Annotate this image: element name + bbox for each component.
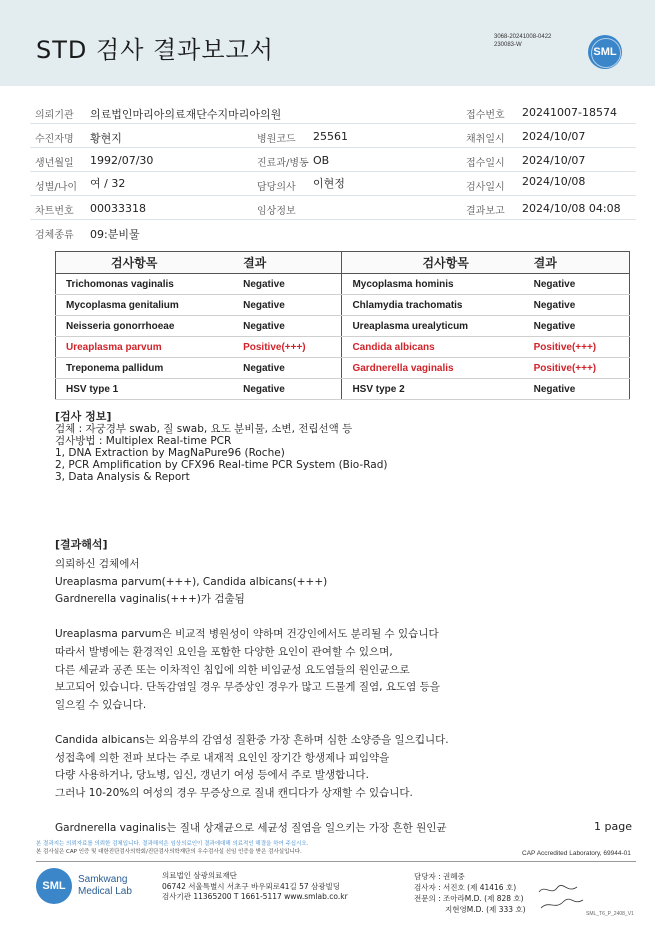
- footer-note-2: 본 검사실은 CAP 인증 및 대한진단검사의학회/진단검사의학재단의 우수검사실 신임 인증을 받은 검사실입니다.: [36, 849, 302, 855]
- info-row-patient: [30, 124, 636, 148]
- report-codes: [494, 33, 551, 49]
- lab-info-line: 의료법인 삼광의료재단: [162, 871, 237, 880]
- report-label: 결과보고: [466, 206, 505, 217]
- result-value: Negative: [233, 379, 342, 400]
- results-table: [55, 251, 630, 400]
- doctor-label: 담당의사: [257, 182, 296, 193]
- interpretation-line: 보고되어 있습니다. 단독감염일 경우 무증상인 경우가 많고 드물게 질염, 요도염 등을: [55, 681, 440, 694]
- result-item: Neisseria gonorrhoeae: [56, 316, 234, 337]
- report-code-2: 230083-W: [494, 42, 522, 48]
- result-item: HSV type 2: [342, 379, 524, 400]
- info-row-dob: [30, 148, 636, 172]
- interpretation-line: 의뢰하신 검체에서: [55, 558, 140, 570]
- clinical-label: 임상정보: [257, 206, 296, 217]
- result-value: Negative: [233, 274, 342, 295]
- lab-info-line: 검사기관 11365200 T 1661-5117 www.smlab.co.kr: [162, 892, 348, 901]
- specimen-value: 09:분비물: [90, 228, 140, 241]
- test-date-label: 검사일시: [466, 182, 505, 193]
- collect-label: 채취일시: [466, 134, 505, 145]
- results-body: [56, 274, 630, 400]
- interpretation-line: 따라서 발병에는 환경적인 요인을 포함한 다양한 요인이 관여할 수 있으며,: [55, 645, 393, 658]
- test-info-line: 2, PCR Amplification by CFX96 Real-time PCR System (Bio-Rad): [55, 459, 388, 471]
- institution-value: 의료법인마리아의료재단수지마리아의원: [90, 108, 282, 121]
- lab-info-line: 06742 서울특별시 서초구 바우뫼로41길 57 삼광빌딩: [162, 881, 341, 891]
- interpretation-line: Candida albicans는 외음부의 감염성 질환중 가장 흔하며 심한 소양증을 일으킵니다.: [55, 733, 449, 746]
- sml-logo-badge: SML: [588, 35, 622, 69]
- result-item: Gardnerella vaginalis: [342, 358, 524, 379]
- receipt-date-value: 2024/10/07: [522, 154, 586, 167]
- interpretation-line: 다량 사용하거나, 당뇨병, 임신, 갱년기 여성 등에서 주로 발생합니다.: [55, 769, 369, 782]
- staff-line: 검사자 : 서진호 (제 41416 호): [414, 883, 517, 892]
- interpretation-line: Gardnerella vaginalis(+++)가 검출됨: [55, 593, 245, 606]
- collect-value: 2024/10/07: [522, 130, 586, 143]
- header-result-left: 결과: [233, 252, 342, 274]
- table-row: [56, 358, 630, 379]
- results-header-row: [56, 252, 630, 274]
- test-info-line: 검사방법 : Multiplex Real-time PCR: [55, 435, 232, 447]
- info-row-institution: [30, 100, 636, 124]
- staff-line: 지현영M.D. (제 333 호): [445, 905, 526, 914]
- report-header: [0, 0, 655, 86]
- logo-text: [78, 874, 168, 898]
- footer-divider: [36, 861, 636, 862]
- interpretation-line: 일으킬 수 있습니다.: [55, 698, 147, 711]
- cap-accreditation: CAP Accredited Laboratory, 69944-01: [522, 850, 631, 857]
- dept-value: OB: [313, 154, 330, 167]
- specimen-label: 검체종류: [35, 230, 74, 241]
- result-value: Negative: [233, 316, 342, 337]
- sml-logo-icon: SML: [36, 868, 72, 904]
- dob-value: 1992/07/30: [90, 154, 154, 167]
- header-item-left: 검사항목: [56, 252, 234, 274]
- header-result-right: 결과: [524, 252, 630, 274]
- dob-label: 생년월일: [35, 158, 74, 169]
- result-item: Ureaplasma parvum: [56, 337, 234, 358]
- sex-age-value: 여 / 32: [90, 177, 126, 190]
- result-value: Negative: [524, 379, 630, 400]
- table-row: [56, 379, 630, 400]
- interpretation-line: Ureaplasma parvum(+++), Candida albicans(+++): [55, 575, 328, 588]
- result-item: Candida albicans: [342, 337, 524, 358]
- report-code-1: 3068-20241008-0422: [494, 34, 552, 40]
- result-value: Positive(+++): [524, 358, 630, 379]
- interpretation-line: 성접촉에 의한 전파 보다는 주로 내재적 요인인 장기간 항생제나 피임약을: [55, 751, 390, 764]
- staff-line: 전문의 : 조아라M.D. (제 828 호): [414, 894, 524, 903]
- interpretation-line: 다른 세균과 공존 또는 이차적인 침입에 의한 비임균성 요도염들의 원인균으로: [55, 663, 410, 676]
- test-info-title: [검사 정보]: [55, 410, 112, 423]
- header-item-right: 검사항목: [342, 252, 524, 274]
- table-row: [56, 295, 630, 316]
- receipt-no-value: 20241007-18574: [522, 106, 617, 119]
- chart-no-label: 차트번호: [35, 206, 74, 217]
- test-info-line: 3, Data Analysis & Report: [55, 471, 190, 483]
- info-row-sex: [30, 172, 636, 196]
- lab-info: [162, 871, 348, 903]
- test-info: [55, 411, 387, 483]
- dept-label: 진료과/병동: [257, 158, 309, 169]
- signature-icon: [537, 882, 585, 912]
- result-value: Negative: [524, 316, 630, 337]
- patient-info: [30, 100, 636, 244]
- info-row-chart: [30, 196, 636, 220]
- table-row: [56, 274, 630, 295]
- result-value: Negative: [233, 295, 342, 316]
- result-item: Ureaplasma urealyticum: [342, 316, 524, 337]
- document-id: SML_T6_P_2408_V1: [586, 911, 634, 917]
- table-row: [56, 316, 630, 337]
- result-value: Negative: [524, 274, 630, 295]
- interpretation-line: Ureaplasma parvum은 비교적 병원성이 약하며 건강인에서도 분리될 수 있습니다: [55, 628, 439, 641]
- institution-label: 의뢰기관: [35, 110, 74, 121]
- test-info-line: 검체 : 자궁경부 swab, 질 swab, 요도 분비물, 소변, 전립선액 등: [55, 423, 353, 435]
- interpretation-body: [55, 556, 615, 838]
- ward-code-value: 25561: [313, 130, 348, 143]
- logo-line-2: Medical Lab: [78, 886, 132, 897]
- page-title: STD 검사 결과보고서: [36, 36, 274, 64]
- result-value: Negative: [233, 358, 342, 379]
- test-date-value: 2024/10/08: [522, 175, 586, 188]
- receipt-date-label: 접수일시: [466, 158, 505, 169]
- result-item: Chlamydia trachomatis: [342, 295, 524, 316]
- interpretation: [55, 538, 615, 855]
- result-item: Mycoplasma genitalium: [56, 295, 234, 316]
- result-item: HSV type 1: [56, 379, 234, 400]
- interpretation-paragraph: [55, 732, 615, 802]
- result-item: Mycoplasma hominis: [342, 274, 524, 295]
- result-value: Negative: [524, 295, 630, 316]
- footer-note-1: 본 결과지는 의뢰자료를 의뢰한 검체입니다. 결과해석은 임상의료인이 결과에대해 의료적인 해결을 하여 주십시오.: [36, 841, 309, 847]
- chart-no-value: 00033318: [90, 202, 146, 215]
- interpretation-line: 그러나 10-20%의 여성의 경우 무증상으로 질내 캔디다가 상재할 수 있습니다.: [55, 786, 413, 799]
- interpretation-paragraph: [55, 626, 615, 714]
- interpretation-paragraph: [55, 820, 615, 838]
- patient-label: 수진자명: [35, 134, 74, 145]
- patient-value: 황현지: [90, 132, 122, 145]
- staff-line: 담당자 : 권혜중: [414, 872, 465, 881]
- interpretation-title: [결과해석]: [55, 538, 108, 551]
- logo-line-1: Samkwang: [78, 874, 128, 885]
- result-item: Treponema pallidum: [56, 358, 234, 379]
- report-date-value: 2024/10/08 04:08: [522, 202, 621, 215]
- info-row-specimen: [30, 220, 636, 244]
- receipt-no-label: 접수번호: [466, 110, 505, 121]
- sex-age-label: 성별/나이: [35, 182, 78, 193]
- result-value: Positive(+++): [233, 337, 342, 358]
- staff-info: [414, 871, 526, 915]
- result-value: Positive(+++): [524, 337, 630, 358]
- test-info-line: 1, DNA Extraction by MagNaPure96 (Roche): [55, 447, 285, 459]
- result-item: Trichomonas vaginalis: [56, 274, 234, 295]
- ward-code-label: 병원코드: [257, 134, 296, 145]
- interpretation-line: Gardnerella vaginalis는 질내 상재균으로 세균성 질염을 일으키는 가장 흔한 원인균: [55, 821, 447, 834]
- table-row: [56, 337, 630, 358]
- interpretation-paragraph: [55, 556, 615, 609]
- doctor-value: 이현정: [313, 177, 345, 190]
- page-number: 1 page: [594, 820, 632, 833]
